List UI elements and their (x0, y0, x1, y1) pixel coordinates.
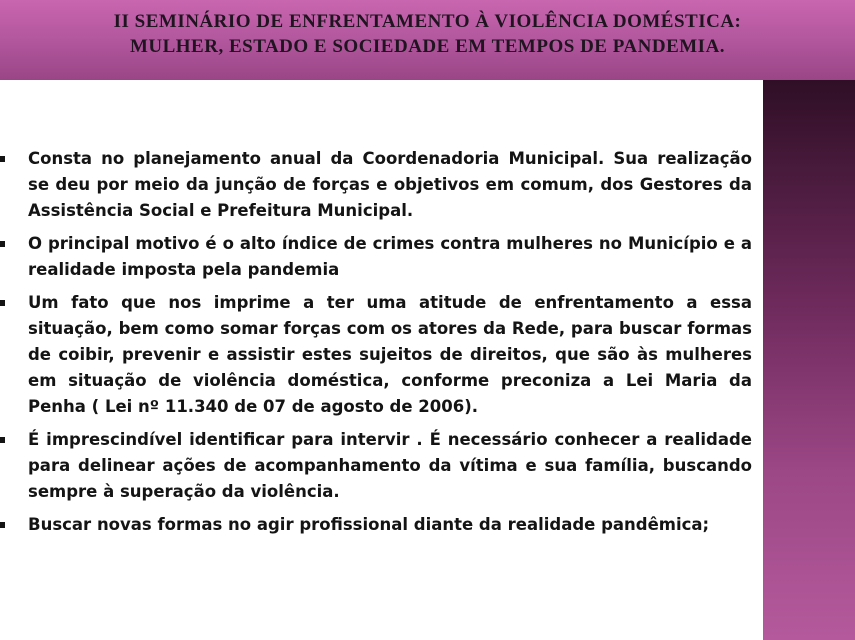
bullet-list (0, 146, 752, 545)
bullet-marker (0, 241, 5, 247)
slide-title-line-1: II SEMINÁRIO DE ENFRENTAMENTO À VIOLÊNCIA DOMÉSTICA: (113, 11, 742, 32)
bullet-item (0, 290, 752, 420)
bullet-item (0, 146, 752, 224)
bullet-marker (0, 300, 5, 306)
bullet-text: O principal motivo é o alto índice de crimes contra mulheres no Município e a realidade imposta pela pandemia (28, 234, 752, 279)
bullet-text: Um fato que nos imprime a ter uma atitude de enfrentamento a essa situação, bem como somar forças com os atores da Rede, para buscar formas de coibir, prevenir e assistir estes sujeitos de direitos, que são às mulheres em situação de violência doméstica, conforme preconiza a Lei Maria da Penha ( Lei nº 11.340 de 07 de agosto de 2006). (28, 293, 752, 416)
bullet-marker (0, 156, 5, 162)
bullet-item (0, 512, 752, 538)
bullet-marker (0, 437, 5, 443)
bullet-item (0, 231, 752, 283)
decorative-side-bar (763, 80, 855, 640)
bullet-marker (0, 522, 5, 528)
bullet-item (0, 427, 752, 505)
slide-title-line-2: MULHER, ESTADO E SOCIEDADE EM TEMPOS DE PANDEMIA. (129, 36, 726, 57)
bullet-text: Consta no planejamento anual da Coordenadoria Municipal. Sua realização se deu por meio da junção de forças e objetivos em comum, dos Gestores da Assistência Social e Prefeitura Municipal. (28, 149, 752, 220)
slide-title-banner (0, 0, 855, 80)
bullet-text: Buscar novas formas no agir profissional diante da realidade pandêmica; (28, 515, 710, 534)
bullet-text: É imprescindível identificar para intervir . É necessário conhecer a realidade para delinear ações de acompanhamento da vítima e sua família, buscando sempre à superação da violência. (28, 430, 752, 501)
slide-body (0, 80, 763, 640)
